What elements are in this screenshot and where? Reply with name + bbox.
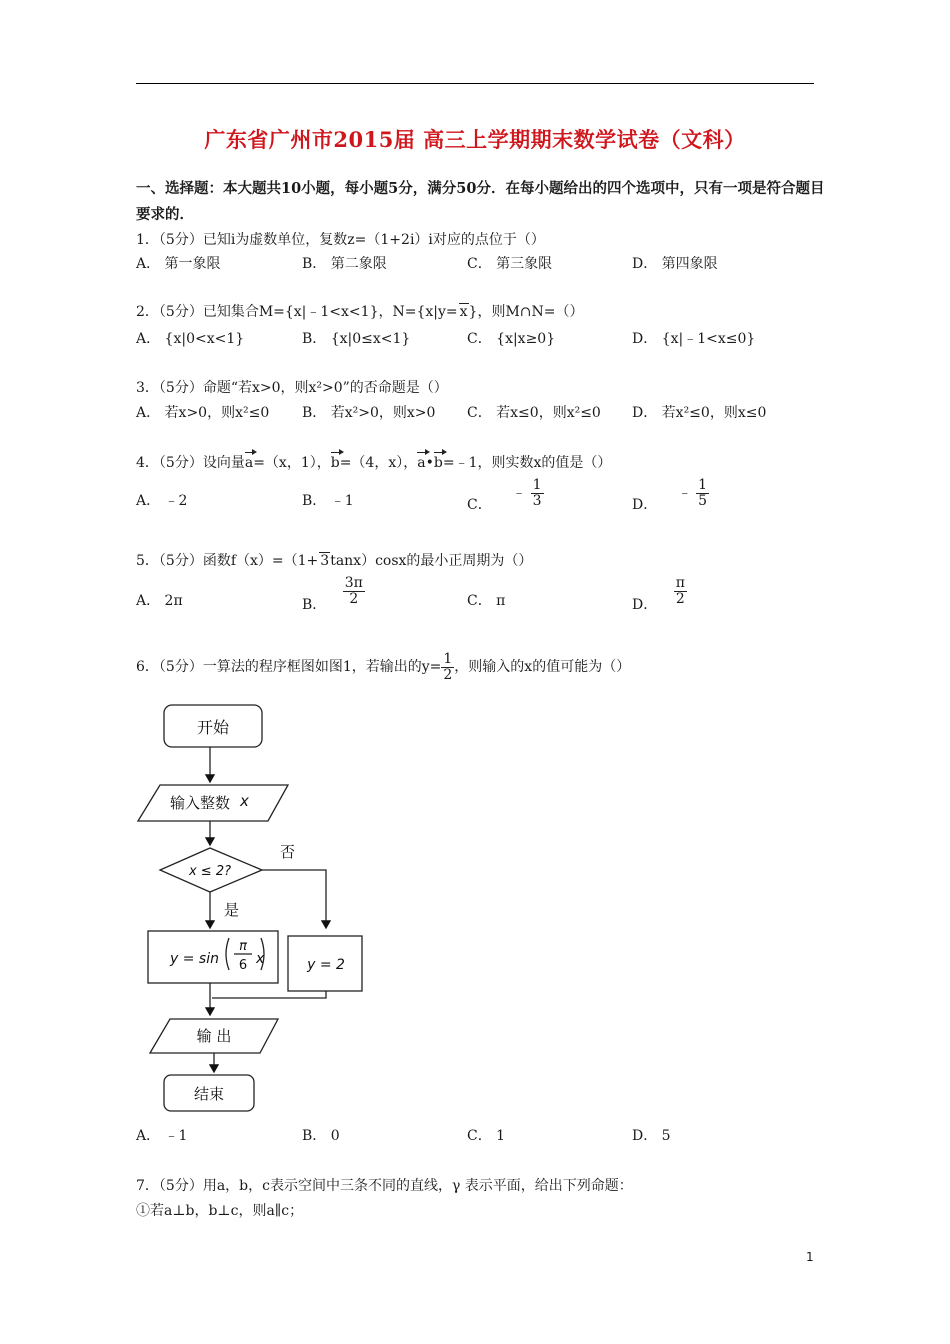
stem-part: =﹣1，则实数x的值是（） [442, 455, 612, 471]
option-c: C． 若x≤0，则x²≤0 [467, 405, 601, 421]
question-3-stem: 3．（5分）命题“若x>0，则x²>0”的否命题是（） [136, 380, 448, 396]
numerator: 1 [532, 477, 542, 493]
vector-b: b [433, 455, 443, 471]
option-c: C． 第三象限 [467, 256, 553, 272]
stem-part: 2．（5分）已知集合M={x|﹣1<x<1}，N={x|y= [136, 304, 458, 320]
section-heading: 一、选择题：本大题共10小题，每小题5分，满分50分．在每小题给出的四个选项中，只有一项是符合题目要求的． [136, 180, 825, 223]
option-label: B． [302, 597, 327, 614]
stem-part: 5．（5分）函数f（x）=（1+ [136, 553, 319, 569]
denominator: 3 [532, 492, 542, 509]
numerator: 3π [344, 575, 363, 591]
option-b [302, 575, 365, 614]
option-d: D． 5 [632, 1128, 671, 1144]
option-a: A． ﹣2 [136, 493, 188, 509]
numerator: 1 [698, 477, 708, 493]
question-7-stem: 7．（5分）用a，b，c表示空间中三条不同的直线，γ 表示平面，给出下列命题： [136, 1178, 633, 1194]
question-7-item-1: ①若a⊥b，b⊥c，则a∥c； [136, 1203, 304, 1219]
assign-expression: y = 2 [307, 957, 345, 973]
minus-sign: ﹣ [677, 485, 692, 502]
option-a: A． 第一象限 [136, 256, 221, 272]
input-label: 输入整数 [170, 794, 231, 812]
option-d: D． 第四象限 [632, 256, 718, 272]
fraction [441, 652, 454, 682]
option-c [467, 477, 544, 514]
vector-a: a [417, 455, 426, 471]
option-b: B． {x|0≤x<1} [302, 331, 411, 347]
fraction [343, 576, 365, 606]
denominator: 5 [698, 492, 708, 509]
numerator: π [675, 575, 685, 591]
sqrt-3: 3 [320, 553, 330, 569]
six-denominator: 6 [238, 958, 248, 973]
sqrt-x: x [459, 304, 468, 320]
option-a: A． ﹣1 [136, 1128, 188, 1144]
condition-label: x ≤ 2? [188, 864, 232, 879]
option-d: D． 若x²≤0，则x≤0 [632, 405, 767, 421]
option-b: B． 第二象限 [302, 256, 387, 272]
sin-variable: x [256, 951, 265, 967]
header-rule [136, 83, 814, 84]
question-2-options [136, 328, 836, 358]
minus-sign: ﹣ [512, 485, 527, 502]
stem-part: 6．（5分）一算法的程序框图如图1，若输出的y= [136, 659, 442, 676]
denominator: 2 [675, 590, 685, 607]
option-label: D． [632, 597, 658, 614]
option-b: B． ﹣1 [302, 493, 354, 509]
stem-part: 4．（5分）设向量 [136, 455, 245, 471]
sin-expression: y = sin [170, 951, 219, 967]
question-1-stem: 1．（5分）已知i为虚数单位，复数z=（1+2i）i对应的点位于（） [136, 232, 545, 248]
stem-part: }，则M∩N=（） [468, 304, 584, 320]
fraction [531, 478, 544, 508]
input-variable: x [240, 792, 249, 810]
no-branch-label: 否 [280, 843, 296, 861]
dot-operator: • [425, 455, 434, 471]
option-label: C． [467, 497, 492, 514]
flow-arrow [262, 870, 326, 928]
numerator: 1 [443, 651, 453, 667]
question-6-options [136, 1125, 836, 1155]
option-a: A． 2π [136, 593, 183, 609]
flow-arrow [212, 991, 326, 998]
pi-numerator: π [239, 939, 247, 954]
option-d [632, 575, 687, 614]
vector-a: a [244, 455, 254, 471]
option-c: C． {x|x≥0} [467, 331, 556, 347]
question-5-options [136, 576, 836, 618]
yes-branch-label: 是 [224, 901, 240, 919]
fraction [674, 576, 687, 606]
denominator: 2 [443, 666, 453, 683]
question-4-stem [136, 452, 611, 472]
page-number: 1 [806, 1250, 814, 1264]
option-c: C． π [467, 593, 506, 609]
stem-part: =（4，x）， [339, 455, 418, 471]
denominator: 2 [349, 590, 359, 607]
option-c: C． 1 [467, 1128, 506, 1144]
end-label: 结束 [193, 1085, 225, 1103]
question-3-options [136, 402, 836, 432]
question-5-stem [136, 550, 532, 570]
option-b: B． 0 [302, 1128, 340, 1144]
question-2-stem [136, 301, 583, 321]
paren-left [226, 938, 229, 970]
stem-part: ，则输入的x的值可能为（） [454, 659, 631, 676]
option-label: D． [632, 497, 658, 514]
stem-part: tanx）cosx的最小正周期为（） [330, 553, 533, 569]
option-d [632, 477, 709, 514]
option-a: A． {x|0<x<1} [136, 331, 245, 347]
question-4-options [136, 478, 836, 520]
option-b: B． 若x²>0，则x>0 [302, 405, 436, 421]
flowchart-diagram [130, 695, 390, 1120]
fraction [696, 478, 709, 508]
question-6-stem [136, 652, 630, 682]
start-label: 开始 [196, 718, 230, 737]
option-a: A． 若x>0，则x²≤0 [136, 405, 270, 421]
stem-part: =（x，1）， [253, 455, 331, 471]
page-title: 广东省广州市2015届 高三上学期期末数学试卷（文科） [204, 127, 746, 152]
question-1-options [136, 253, 836, 283]
output-label: 输 出 [196, 1027, 232, 1045]
option-d: D． {x|﹣1<x≤0} [632, 331, 756, 347]
vector-b: b [330, 455, 340, 471]
